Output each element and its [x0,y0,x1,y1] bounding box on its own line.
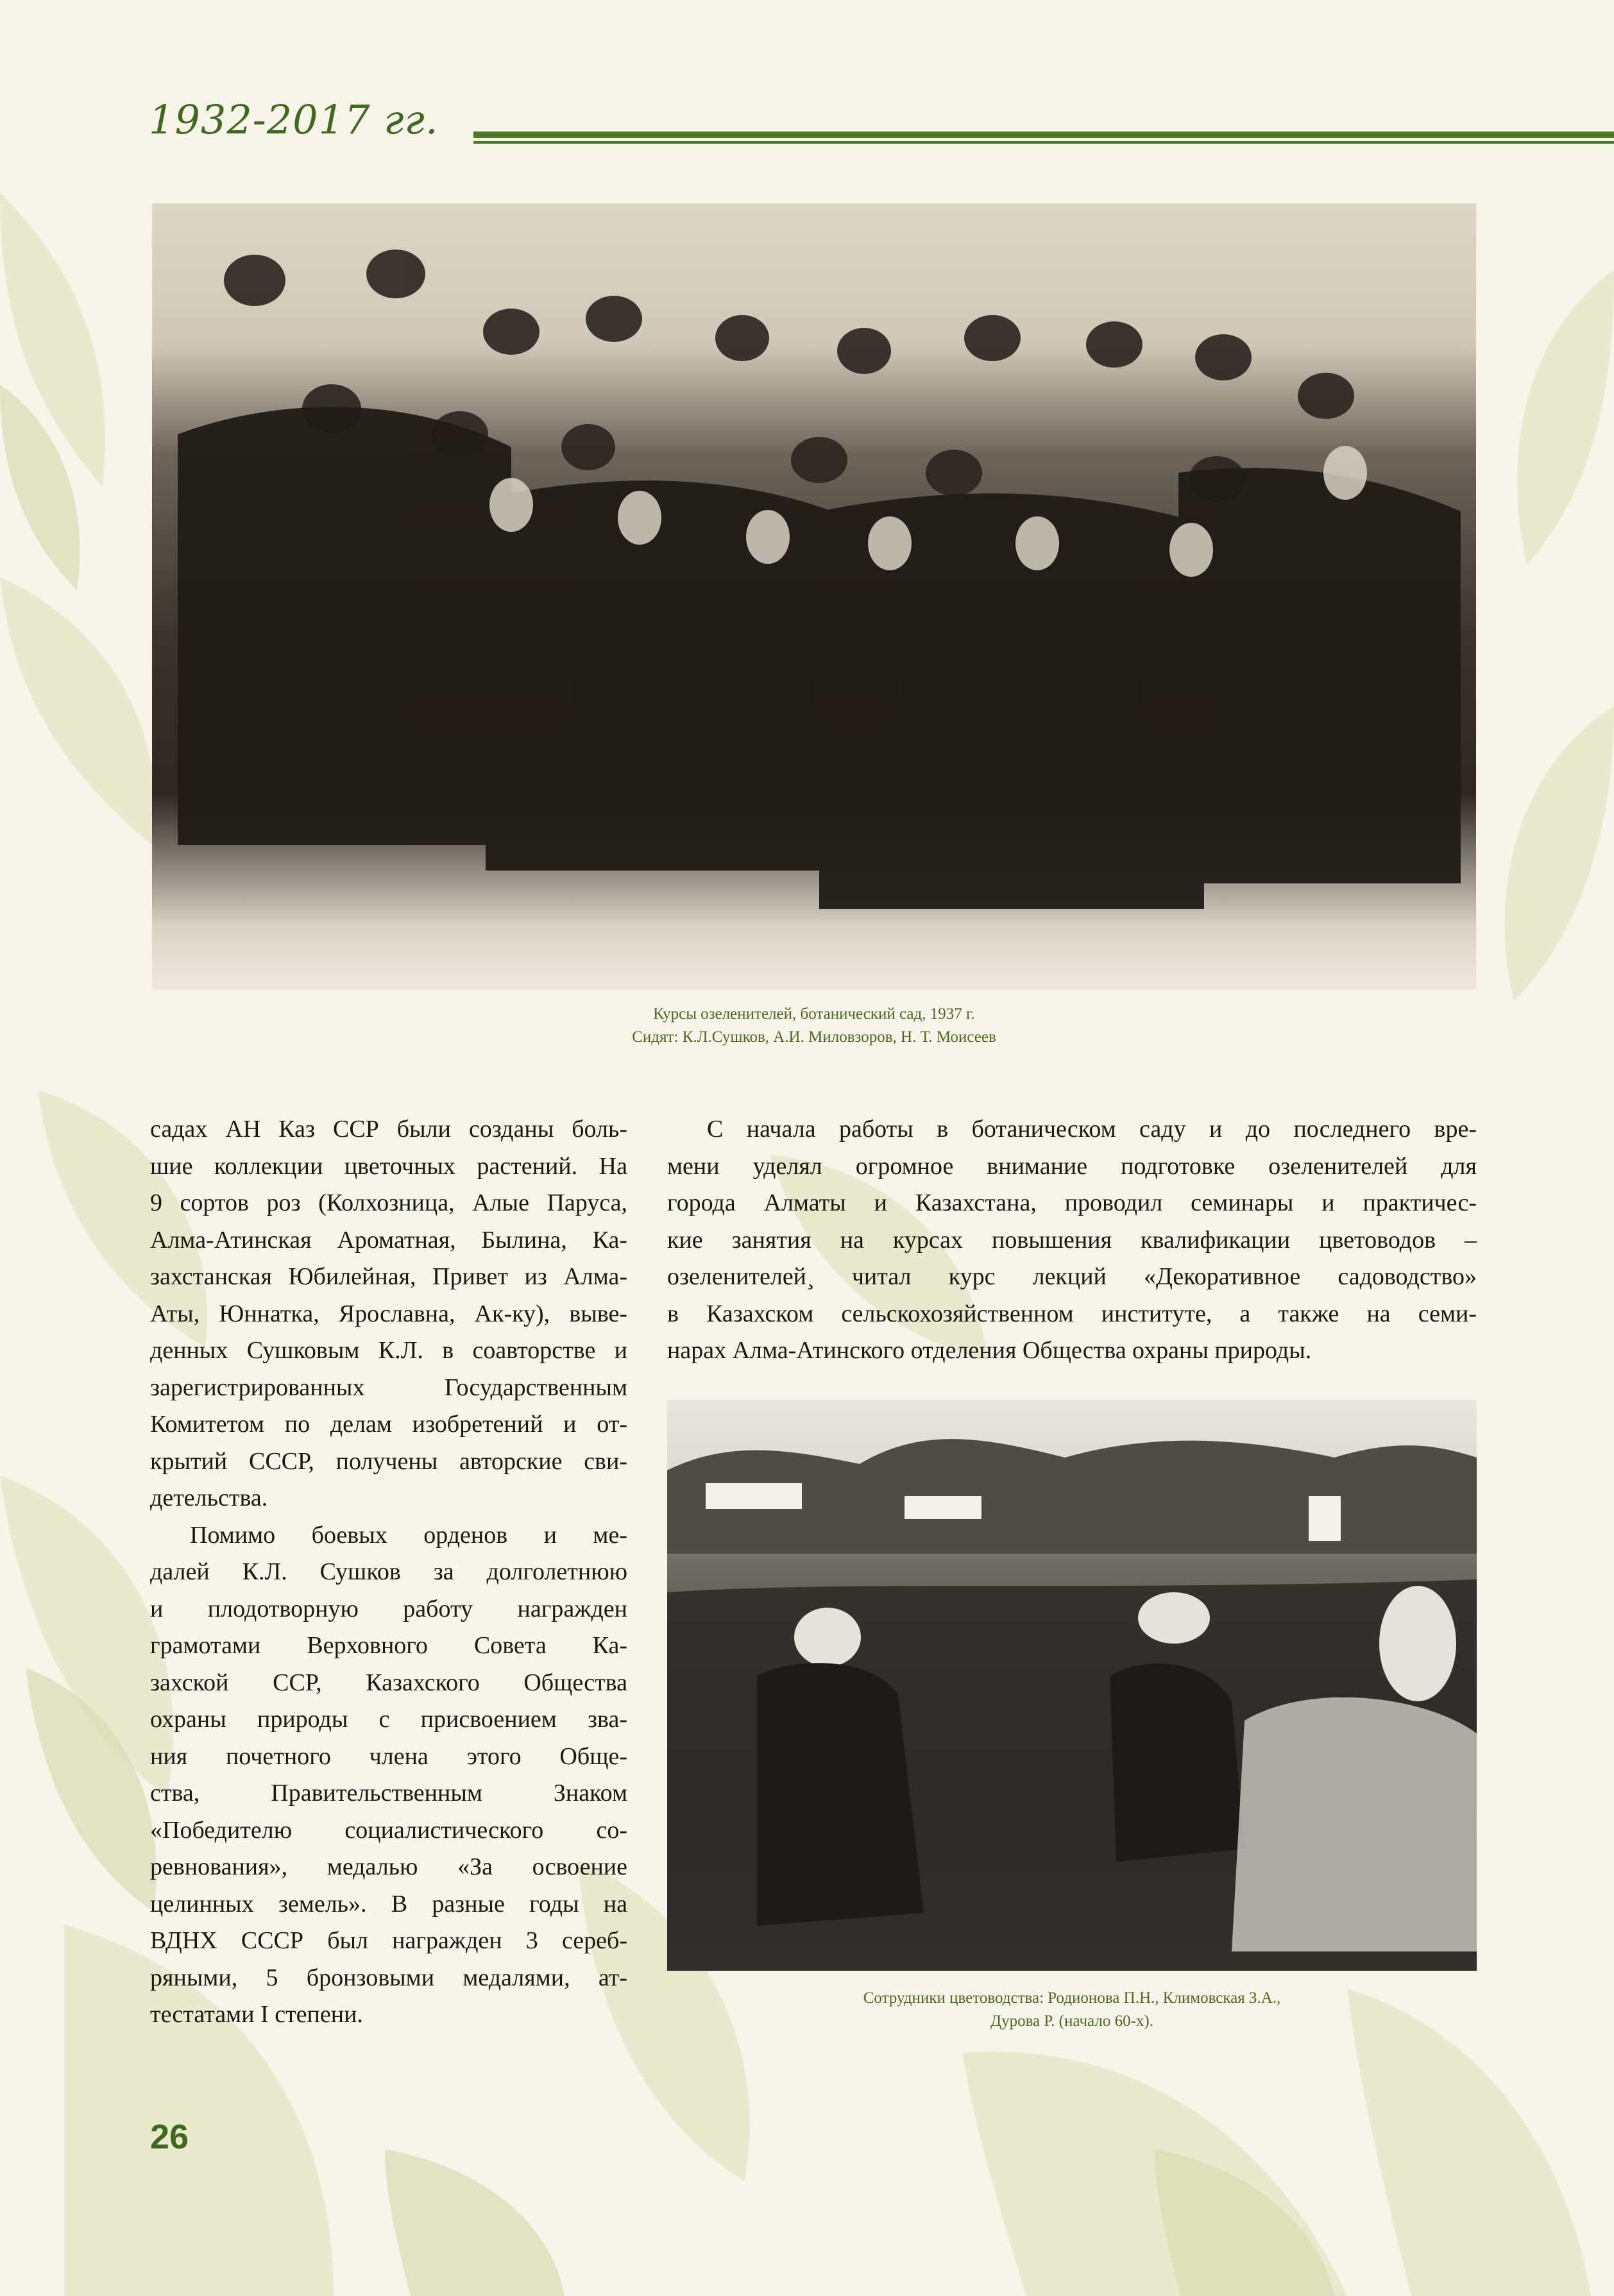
text-line: Аты, Юннатка, Ярославна, Ак-ку), выве- [150,1300,627,1327]
text-line: озеленителей¸ читал курс лекций «Декоративное садоводство» [667,1263,1477,1290]
text-line: города Алматы и Казахстана, проводил семинары и практичес- [667,1189,1477,1216]
text-line: и плодотворную работу награжден [150,1595,627,1622]
text-line: шие коллекции цветочных растений. На [150,1152,627,1180]
text-line: ния почетного члена этого Обще- [150,1742,627,1770]
text-line: охраны природы с присвоением зва- [150,1706,627,1733]
flower-staff-caption-line1: Сотрудники цветоводства: Родионова П.Н., Климовская З.А., [863,1989,1281,2007]
header-year-range: 1932-2017 гг. [149,96,439,143]
text-line: захстанская Юбилейная, Привет из Алма- [150,1263,627,1290]
left-paragraph-2 [150,1517,627,2034]
text-line: далей К.Л. Сушков за долголетнюю [150,1558,627,1585]
group-photo-icon [152,203,1476,990]
text-line: ревнования», медалью «За освоение [150,1853,627,1880]
text-line: садах АН Каз ССР были созданы боль- [150,1116,627,1143]
text-line: целинных земель». В разные годы на [150,1890,627,1918]
text-line: Алма-Атинская Ароматная, Былина, Ка- [150,1226,627,1254]
header-divider-thick [473,132,1614,138]
photo-1937-caption-line2: Сидят: К.Л.Сушков, А.И. Миловзоров, Н. Т. Моисеев [632,1028,996,1046]
text-line: зарегистрированных Государственным [150,1373,627,1401]
text-line: детельства. [150,1484,268,1511]
left-paragraph-1 [150,1111,627,1517]
garden-photo-icon [667,1400,1477,1971]
text-line: кие занятия на курсах повышения квалификации цветоводов – [667,1226,1477,1254]
flower-staff-photo [667,1400,1477,1971]
text-line: Комитетом по делам изобретений и от- [150,1411,627,1438]
left-column-text [150,1111,627,2034]
text-line: грамотами Верховного Совета Ка- [150,1632,627,1659]
text-line: ВДНХ СССР был награжден 3 сереб- [150,1927,627,1954]
text-line: денных Сушковым К.Л. в соавторстве и [150,1337,627,1364]
right-paragraph-1 [667,1111,1477,1370]
text-line: тестатами I степени. [150,2001,363,2028]
group-photo-1937 [152,203,1476,990]
photo-1937-caption [152,1003,1476,1049]
header-divider [473,132,1614,146]
page-number: 26 [150,2118,189,2156]
text-line: мени уделял огромное внимание подготовке озеленителей для [667,1152,1477,1180]
right-column-text [667,1111,1477,1370]
text-line: крытий СССР, получены авторские сви- [150,1447,627,1475]
header-divider-thin [473,141,1614,144]
text-line: ства, Правительственным Знаком [150,1780,627,1807]
text-line: нарах Алма-Атинского отделения Общества охраны природы. [667,1337,1312,1364]
text-line: С начала работы в ботаническом саду и до последнего вре- [707,1116,1477,1143]
text-line: в Казахском сельскохозяйственном институте, а также на семи- [667,1300,1477,1327]
text-line: захской ССР, Казахского Общества [150,1669,627,1696]
flower-staff-caption [667,1987,1477,2033]
text-line: «Победителю социалистического со- [150,1816,627,1844]
text-line: Помимо боевых орденов и ме- [190,1521,627,1549]
flower-staff-caption-line2: Дурова Р. (начало 60-х). [990,2012,1153,2030]
text-line: 9 сортов роз (Колхозница, Алые Паруса, [150,1189,627,1216]
photo-1937-caption-line1: Курсы озеленителей, ботанический сад, 1937 г. [653,1005,975,1023]
text-line: ряными, 5 бронзовыми медалями, ат- [150,1964,627,1991]
